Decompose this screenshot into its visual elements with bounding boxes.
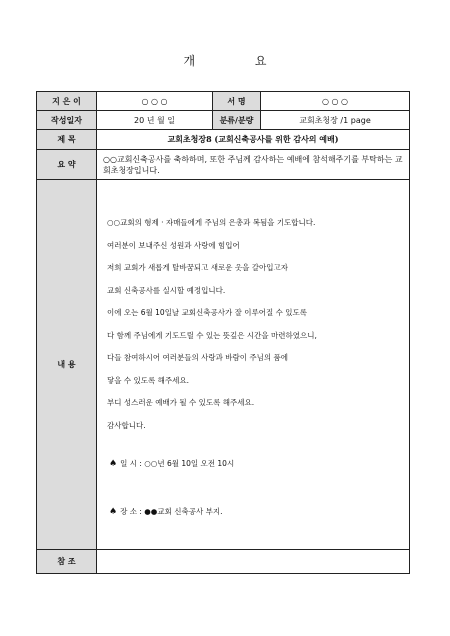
content-body [97,180,410,550]
recipient-label: 서 명 [213,92,261,111]
event-time-line [109,458,234,469]
subject-label: 제 목 [37,130,97,150]
summary-row [37,150,410,180]
content-line: 다들 참여하시어 여러분들의 사랑과 바람이 주님의 품에 [107,353,288,362]
content-line: 부디 성스러운 예배가 될 수 있도록 해주세요. [107,398,255,407]
reference-row [37,550,410,574]
content-line: 여러분이 보내주신 성원과 사랑에 힘입어 [107,240,240,250]
document-form-table [36,91,410,574]
content-row [37,180,410,550]
event-place-line [109,506,222,517]
page-title: 개 요 [183,54,295,68]
category-label: 분류/분량 [213,111,261,130]
date-row [37,111,410,130]
recipient-value: ○ ○ ○ [261,92,410,111]
summary-label: 요 약 [37,150,97,180]
reference-value [97,550,410,574]
writer-label: 지 은 이 [37,92,97,111]
content-line: 닿을 수 있도록 해주세요. [107,375,189,385]
writer-value: ○ ○ ○ [97,92,213,111]
content-line: 교회 신축공사를 실시할 예정입니다. [107,285,226,295]
summary-value: ○○교회신축공사를 축하하며, 또한 주님께 감사하는 예배에 참석해주기를 부탁하는 교회초청장입니다. [97,150,410,180]
event-time: 일 시 : ○○년 6월 10일 오전 10시 [120,459,235,468]
content-line: 이에 오는 6월 10일날 교회신축공사가 잘 이루어질 수 있도록 [107,308,308,317]
subject-row [37,130,410,150]
date-value: 20 년 월 일 [97,111,213,130]
content-label: 내 용 [37,180,97,550]
spade-icon: ♠ [109,507,118,517]
spade-icon: ♠ [109,459,118,469]
content-line: ○○교회의 형제 · 자매들에게 주님의 은총과 복됨을 기도합니다. [107,218,316,227]
content-line: 저희 교회가 새롭게 탈바꿈되고 새로운 옷을 갈아입고자 [107,263,288,272]
category-value: 교회초청장 /1 page [261,111,410,130]
reference-label: 참 조 [37,550,97,574]
content-line: 감사합니다. [107,420,146,430]
content-lines [107,212,399,437]
event-place: 장 소 : ●●교회 신축공사 부지. [120,507,223,516]
writer-row [37,92,410,111]
content-line: 다 함께 주님에게 기도드릴 수 있는 뜻깊은 시간을 마련하였으니, [107,330,317,340]
date-label: 작성일자 [37,111,97,130]
subject-value: 교회초청장8 (교회신축공사를 위한 감사의 예배) [97,130,410,150]
